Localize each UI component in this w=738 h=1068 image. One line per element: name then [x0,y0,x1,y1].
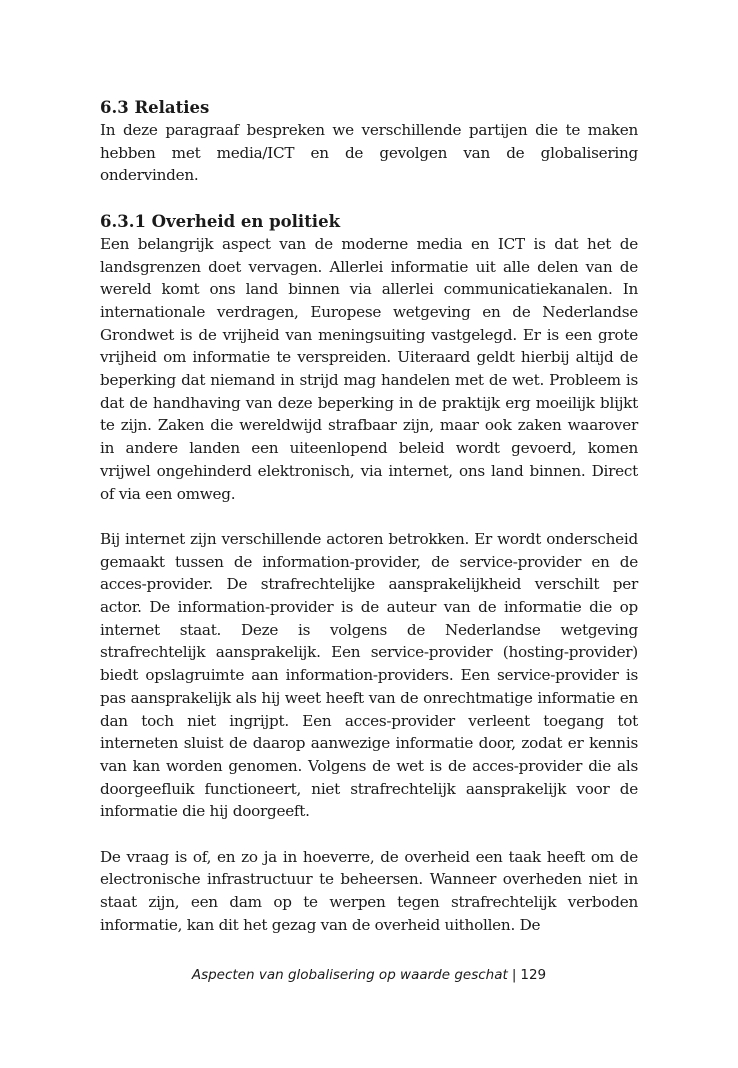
paragraph-gap [100,505,638,528]
section-heading: 6.3 Relaties [100,98,210,117]
footer-book-title: Aspecten van globalisering op waarde geschat [191,967,508,983]
page-body [100,96,638,937]
paragraph-gap [100,823,638,846]
subsection-heading: 6.3.1 Overheid en politiek [100,211,341,231]
footer-page-number: 129 [520,967,547,983]
section-intro: In deze paragraaf bespreken we verschillende partijen die te maken hebben met media/ICT en de gevolgen van de globalisering ondervinden. [100,121,638,185]
page-footer [0,966,738,984]
footer-separator: | [511,967,517,983]
body-paragraph-1: Een belangrijk aspect van de moderne media en ICT is dat het de landsgrenzen doet vervagen. Allerlei informatie uit alle delen van de wereld komt ons land binnen via allerlei communicatiekanalen. In internationale verdragen, Europese wetgeving en de Nederlandse Grondwet is de vrijheid van meningsuiting vastgelegd. Er is een grote vrijheid om informatie te verspreiden. Uiteraard geldt hierbij altijd de beperking dat niemand in strijd mag handelen met de wet. Probleem is dat de handhaving van deze beperking in de praktijk erg moeilijk blijkt te zijn. Zaken die wereldwijd strafbaar zijn, maar ook zaken waarover in andere landen een uiteenlopend beleid wordt gevoerd, komen vrijwel ongehinderd elektronisch, via internet, ons land binnen. Direct of via een omweg. [100,234,638,503]
body-paragraph-2: Bij internet zijn verschillende actoren betrokken. Er wordt onderscheid gemaakt tussen de information-provider, de service-provider en de acces-provider. De strafrechtelijke aansprakelijkheid verschilt per actor. De information-provider is de auteur van de informatie die op internet staat. Deze is volgens de Nederlandse wetgeving strafrechtelijk aansprakelijk. Een service-provider (hosting-provider) biedt opslagruimte aan information-providers. Een service-provider is pas aansprakelijk als hij weet heeft van de onrechtmatige informatie en dan toch niet ingrijpt. Een acces-provider verleent toegang tot interneten sluist de daarop aanwezige informatie door, zodat er kennis van kan worden genomen. Volgens de wet is de acces-provider die als doorgeefluik functioneert, niet strafrechtelijk aansprakelijk voor de informatie die hij doorgeeft. [100,529,638,821]
body-paragraph-3: De vraag is of, en zo ja in hoeverre, de overheid een taak heeft om de electronische infrastructuur te beheersen. Wanneer overheden niet in staat zijn, een dam op te werpen tegen strafrechtelijk verboden informatie, kan dit het gezag van de overheid uithollen. De [100,847,638,934]
paragraph-gap [100,187,638,210]
